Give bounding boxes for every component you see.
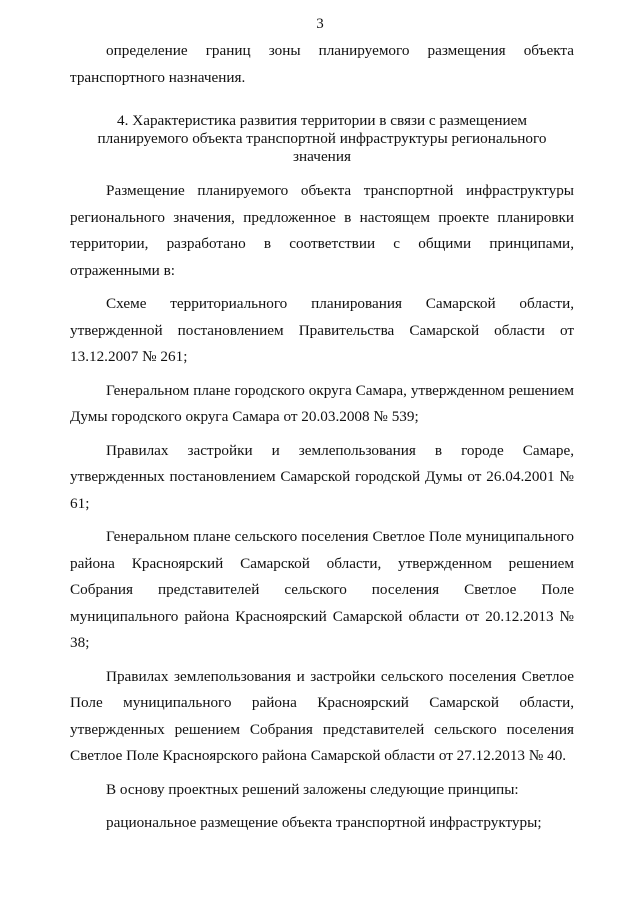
section-heading: 4. Характеристика развития территории в связи с размещением планируемого объекта транспортной инфраструктуры регионального значения xyxy=(97,112,547,165)
paragraph: Генеральном плане сельского поселения Светлое Поле муниципального района Красноярский Самарской области, утвержденном решением Собрания представителей сельского поселения Светлое Поле муниципального района Красноярский Самарской области от 20.12.2013 № 38; xyxy=(70,528,574,651)
main-text xyxy=(70,178,574,837)
top-section xyxy=(70,38,574,91)
paragraph: рациональное размещение объекта транспортной инфраструктуры; xyxy=(106,814,542,831)
paragraph: В основу проектных решений заложены следующие принципы: xyxy=(106,780,519,798)
paragraph: Размещение планируемого объекта транспортной инфраструктуры регионального значения, предложенное в настоящем проекте планировки территории, разработано в соответствии с общими принципами, отраженными в: xyxy=(70,182,574,279)
page-number: 3 xyxy=(316,16,324,32)
top-paragraph: определение границ зоны планируемого размещения объекта транспортного назначения. xyxy=(70,42,574,86)
paragraph: Схеме территориального планирования Самарской области, утвержденной постановлением Правительства Самарской области от 13.12.2007 № 261; xyxy=(70,295,574,365)
paragraph: Генеральном плане городского округа Самара, утвержденном решением Думы городского округа Самара от 20.03.2008 № 539; xyxy=(70,381,574,425)
paragraph: Правилах землепользования и застройки сельского поселения Светлое Поле муниципального района Красноярский Самарской области, утвержденных решением Собрания представителей сельского поселения Светлое Поле Красноярского района Самарской области от 27.12.2013 № 40. xyxy=(70,667,574,764)
paragraph: Правилах застройки и землепользования в городе Самаре, утвержденных постановлением Самарской городской Думы от 26.04.2001 № 61; xyxy=(70,441,574,512)
